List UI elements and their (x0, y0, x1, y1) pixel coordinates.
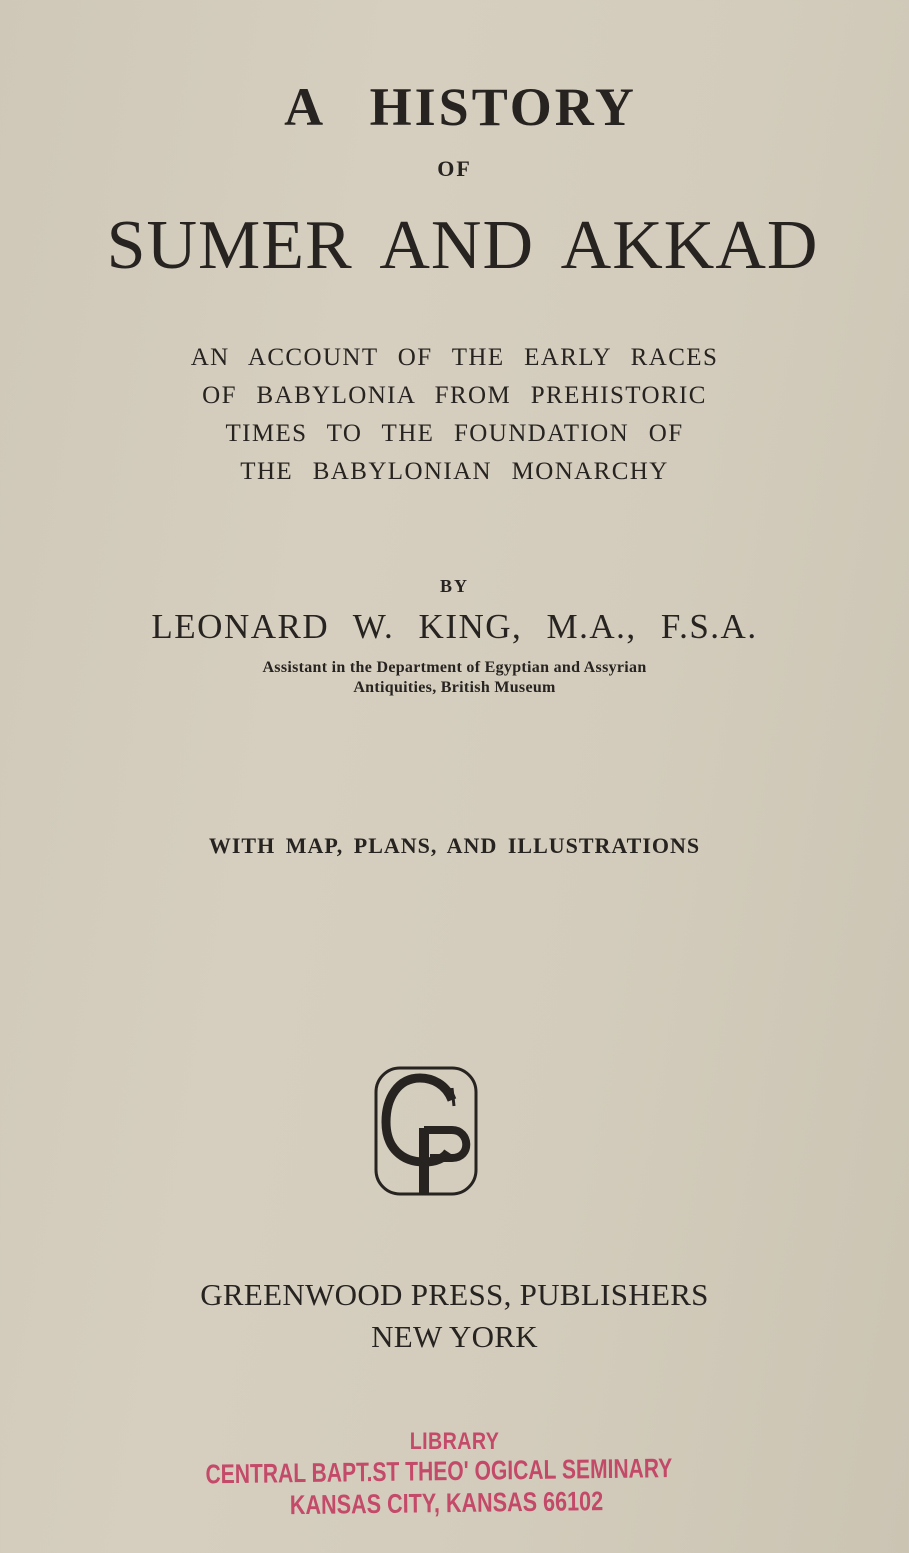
author-name: LEONARD W. KING, M.A., F.S.A. (151, 607, 758, 646)
title-of: OF (437, 156, 472, 181)
subtitle-line-4: THE BABYLONIAN MONARCHY (240, 458, 669, 485)
book-title: SUMER AND AKKAD (106, 207, 819, 284)
illustrations-note: WITH MAP, PLANS, AND ILLUSTRATIONS (208, 833, 701, 858)
publisher-city: NEW YORK (371, 1319, 538, 1354)
by-label: BY (439, 576, 469, 596)
author-affiliation-line-2: Antiquities, British Museum (353, 679, 556, 696)
library-stamp-line-1: LIBRARY (409, 1428, 500, 1455)
library-stamp-line-2: CENTRAL BAPT.ST THEO' OGICAL SEMINARY (205, 1453, 673, 1490)
subtitle-line-3: TIMES TO THE FOUNDATION OF (225, 420, 684, 447)
library-stamp-line-3: KANSAS CITY, KANSAS 66102 (289, 1486, 604, 1521)
publisher-name: GREENWOOD PRESS, PUBLISHERS (200, 1277, 709, 1312)
author-affiliation-line-1: Assistant in the Department of Egyptian and Assyrian (262, 659, 647, 676)
subtitle-line-2: OF BABYLONIA FROM PREHISTORIC (202, 382, 707, 409)
gp-monogram-icon (374, 1066, 478, 1196)
subtitle-line-1: AN ACCOUNT OF THE EARLY RACES (190, 344, 719, 371)
title-line-1: A HISTORY (284, 77, 637, 137)
